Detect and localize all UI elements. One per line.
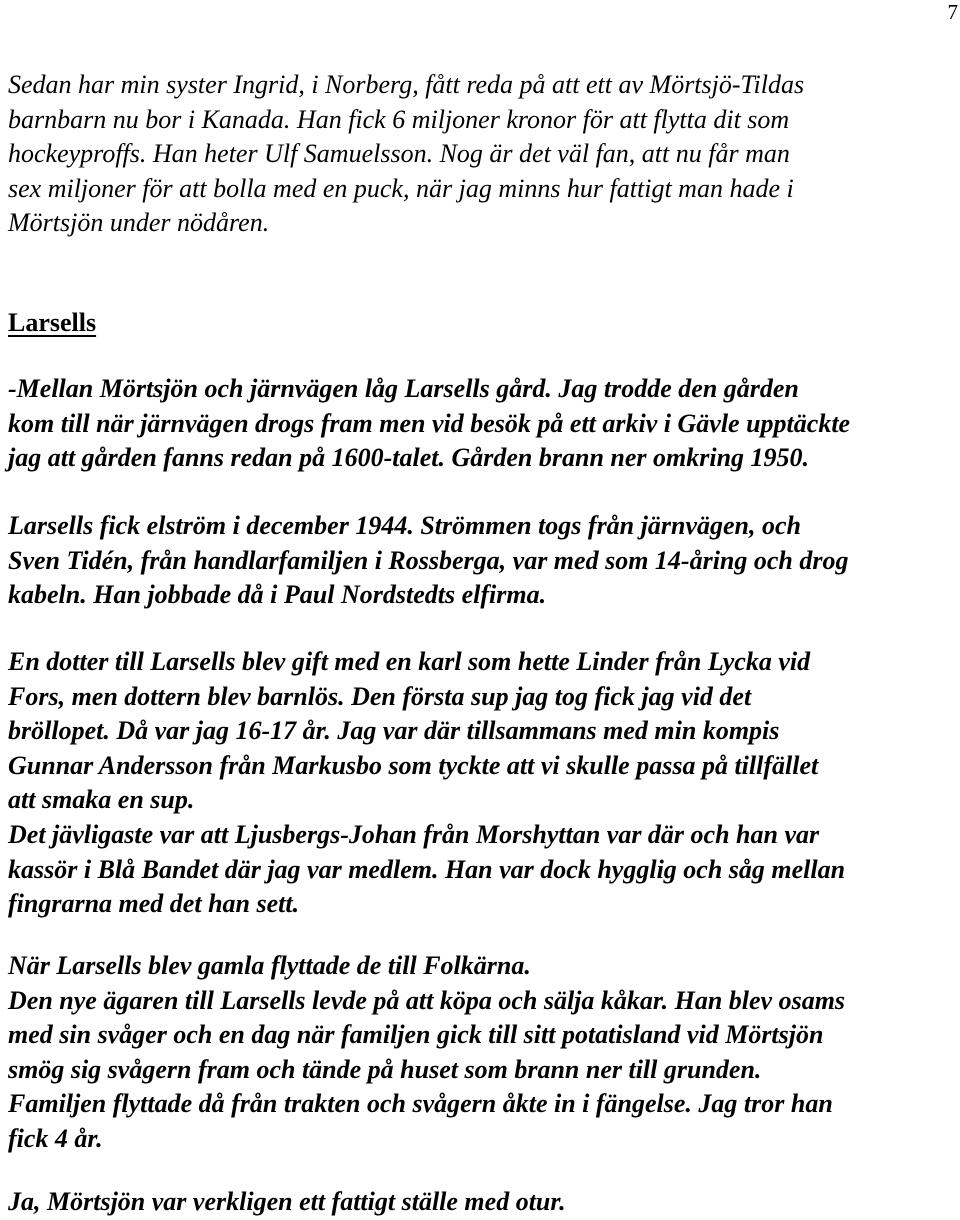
paragraph-1: -Mellan Mörtsjön och järnvägen låg Larsells gård. Jag trodde den gården kom till när järnvägen drogs fram men vid besök på ett arkiv i Gävle upptäckte jag att gården fanns redan på 1600-talet. Gården brann ner omkring 1950. <box>8 374 851 473</box>
paragraph-2: Larsells fick elström i december 1944. Strömmen togs från järnvägen, och Sven Tidén, från handlarfamiljen i Rossberga, var med som 14-åring och drog kabeln. Han jobbade då i Paul Nordstedts elfirma. <box>8 511 849 610</box>
intro-paragraph: Sedan har min syster Ingrid, i Norberg, fått reda på att ett av Mörtsjö-Tildas barnbarn nu bor i Kanada. Han fick 6 miljoner kronor för att flytta dit som hockeyproffs. Han heter Ulf Samuelsson. Nog är det väl fan, att nu får man sex miljoner för att bolla med en puck, när jag minns hur fattigt man hade i Mörtsjön under nödåren. <box>8 70 805 238</box>
paragraph-5: Ja, Mörtsjön var verkligen ett fattigt ställe med otur. <box>8 1187 566 1216</box>
paragraph-3: En dotter till Larsells blev gift med en karl som hette Linder från Lycka vid Fors, men dottern blev barnlös. Den första sup jag tog fick jag vid det bröllopet. Då var jag 16-17 år. Jag var där tillsammans med min kompis Gunnar Andersson från Markusbo som tyckte att vi skulle passa på tillfället att smaka en sup. Det jävligaste var att Ljusbergs-Johan från Morshyttan var där och han var kassör i Blå Bandet där jag var medlem. Han var dock hygglig och såg mellan fingrarna med det han sett. <box>8 647 846 919</box>
section-heading: Larsells <box>8 308 97 337</box>
page-number: 7 <box>947 0 958 24</box>
paragraph-4: När Larsells blev gamla flyttade de till Folkärna. Den nye ägaren till Larsells levde på att köpa och sälja kåkar. Han blev osams med sin svåger och en dag när familjen gick till sitt potatisland vid Mörtsjön smög sig svågern fram och tände på huset som brann ner till grunden. Familjen flyttade då från trakten och svågern åkte in i fängelse. Jag tror han fick 4 år. <box>8 951 846 1153</box>
